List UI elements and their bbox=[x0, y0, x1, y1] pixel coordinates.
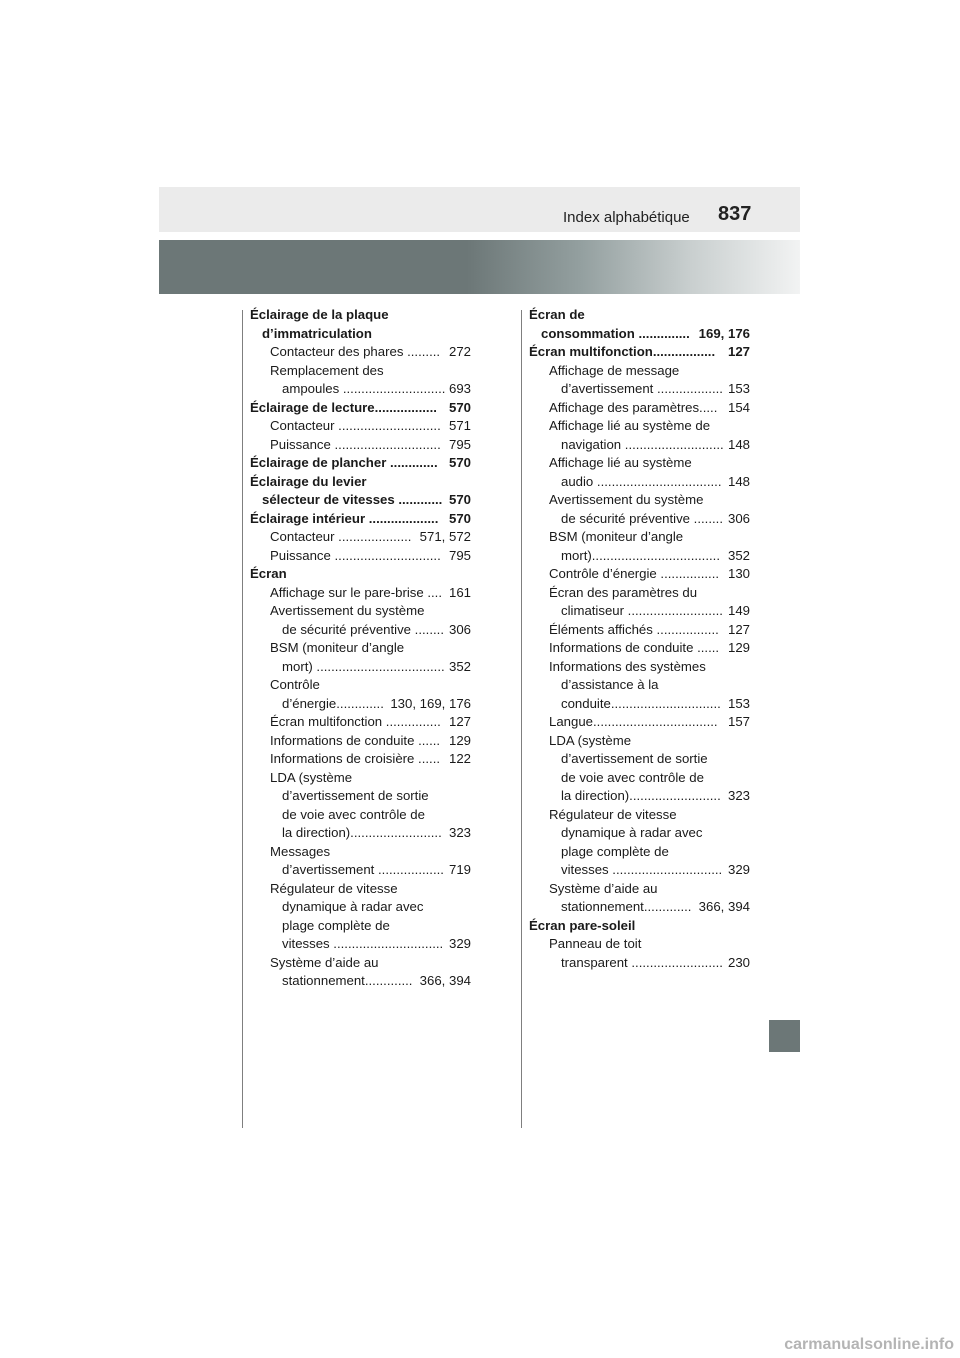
index-entry bbox=[250, 639, 471, 676]
entry-text: Éclairage de la plaque bbox=[250, 307, 389, 322]
page-reference: 323 bbox=[446, 824, 471, 843]
entry-text: Informations de croisière ...... bbox=[270, 751, 441, 766]
index-entry bbox=[250, 584, 471, 603]
index-entry bbox=[250, 436, 471, 455]
entry-text: Remplacement des bbox=[270, 362, 384, 378]
entry-text: LDA (système bbox=[549, 732, 632, 748]
page-reference: 129 bbox=[446, 732, 471, 751]
page-reference: 570 bbox=[446, 454, 471, 473]
page-reference: 127 bbox=[725, 621, 750, 640]
index-entry bbox=[529, 362, 750, 399]
entry-text: Éclairage de lecture................. bbox=[250, 399, 437, 415]
entry-text: Contacteur .................... bbox=[270, 529, 412, 544]
page-reference: 127 bbox=[725, 343, 750, 362]
entry-text: ampoules ............................ bbox=[282, 381, 446, 396]
entry-text: Messages bbox=[270, 843, 331, 859]
entry-text: conduite.............................. bbox=[561, 695, 721, 711]
page-reference: 366, 394 bbox=[417, 972, 471, 991]
page-reference: 130 bbox=[725, 565, 750, 584]
entry-text: d’avertissement de sortie bbox=[561, 751, 708, 766]
entry-text: de sécurité préventive ........ bbox=[561, 510, 723, 526]
entry-text: Avertissement du système bbox=[549, 492, 704, 507]
entry-text: Écran pare-soleil bbox=[529, 917, 636, 933]
index-entry bbox=[250, 880, 471, 954]
index-column-right bbox=[529, 306, 750, 972]
chapter-tab bbox=[769, 1020, 800, 1052]
entry-text: de voie avec contrôle de bbox=[282, 806, 425, 822]
entry-text: Affichage de message bbox=[549, 362, 680, 378]
entry-text: Régulateur de vitesse bbox=[549, 806, 677, 822]
index-entry bbox=[529, 584, 750, 621]
index-entry bbox=[250, 306, 471, 343]
entry-text: stationnement............. bbox=[561, 899, 692, 914]
index-entry bbox=[529, 399, 750, 418]
page-reference: 129 bbox=[725, 639, 750, 658]
entry-text: Système d’aide au bbox=[549, 880, 658, 896]
page-reference: 323 bbox=[725, 787, 750, 806]
page-reference: 149 bbox=[725, 602, 750, 621]
index-entry bbox=[250, 954, 471, 991]
page-reference: 693 bbox=[446, 380, 471, 399]
entry-text: Puissance ............................. bbox=[270, 547, 441, 563]
section-title: Index alphabétique bbox=[563, 209, 690, 226]
index-entry bbox=[529, 639, 750, 658]
index-entry bbox=[250, 417, 471, 436]
page-reference: 719 bbox=[446, 861, 471, 880]
page-reference: 122 bbox=[446, 750, 471, 769]
entry-text: plage complète de bbox=[282, 917, 390, 933]
entry-text: LDA (système bbox=[270, 769, 353, 785]
entry-text: Éclairage du levier bbox=[250, 473, 367, 489]
entry-text: d’assistance à la bbox=[561, 677, 659, 692]
index-entry bbox=[250, 362, 471, 399]
entry-text: audio .................................. bbox=[561, 473, 722, 489]
entry-text: Informations de conduite ...... bbox=[270, 732, 441, 748]
entry-text: Écran des paramètres du bbox=[549, 584, 698, 600]
page-reference: 306 bbox=[446, 621, 471, 640]
index-entry bbox=[250, 454, 471, 473]
entry-text: BSM (moniteur d’angle bbox=[270, 640, 405, 655]
index-entry bbox=[529, 565, 750, 584]
entry-text: de sécurité préventive ........ bbox=[282, 621, 444, 637]
index-entry bbox=[250, 843, 471, 880]
page-reference: 230 bbox=[725, 954, 750, 973]
index-entry bbox=[529, 343, 750, 362]
entry-text: transparent ......................... bbox=[561, 954, 723, 970]
index-entry bbox=[250, 399, 471, 418]
entry-text: vitesses .............................. bbox=[561, 862, 723, 877]
index-entry bbox=[250, 473, 471, 510]
index-entry bbox=[529, 917, 750, 936]
entry-text: navigation ........................... bbox=[561, 436, 724, 452]
index-entry bbox=[250, 343, 471, 362]
page-reference: 157 bbox=[725, 713, 750, 732]
page-reference: 571 bbox=[446, 417, 471, 436]
page-reference: 306 bbox=[725, 510, 750, 529]
entry-text: Régulateur de vitesse bbox=[270, 880, 398, 896]
index-entry bbox=[250, 510, 471, 529]
entry-text: Contacteur ............................ bbox=[270, 418, 441, 433]
page-reference: 154 bbox=[725, 399, 750, 418]
entry-text: Informations des systèmes bbox=[549, 658, 706, 674]
watermark: carmanualsonline.info bbox=[784, 1336, 954, 1353]
index-entry bbox=[529, 806, 750, 880]
page-number: 837 bbox=[718, 203, 752, 225]
entry-text: Contrôle bbox=[270, 677, 320, 692]
entry-text: stationnement............. bbox=[282, 973, 413, 988]
entry-text: Écran multifonction ............... bbox=[270, 714, 441, 729]
page-reference: 570 bbox=[446, 491, 471, 510]
entry-text: consommation .............. bbox=[541, 325, 690, 341]
index-entry bbox=[529, 454, 750, 491]
page-reference: 127 bbox=[446, 713, 471, 732]
entry-text: Éclairage intérieur ................... bbox=[250, 510, 439, 526]
page-reference: 148 bbox=[725, 473, 750, 492]
index-entry bbox=[529, 880, 750, 917]
entry-text: Affichage des paramètres..... bbox=[549, 399, 718, 415]
entry-text: Écran de bbox=[529, 307, 585, 322]
index-column-left bbox=[250, 306, 471, 991]
entry-text: d’avertissement .................. bbox=[282, 862, 444, 877]
index-entry bbox=[250, 732, 471, 751]
entry-text: vitesses .............................. bbox=[282, 936, 444, 951]
index-entry bbox=[529, 732, 750, 806]
page-reference: 571, 572 bbox=[417, 528, 471, 547]
page-reference: 795 bbox=[446, 436, 471, 455]
entry-text: mort) ................................... bbox=[282, 658, 445, 674]
index-entry bbox=[250, 565, 471, 584]
entry-text: mort)................................... bbox=[561, 547, 721, 563]
page-reference: 352 bbox=[725, 547, 750, 566]
entry-text: Contacteur des phares ......... bbox=[270, 344, 441, 359]
entry-text: Affichage lié au système de bbox=[549, 418, 711, 433]
index-entry bbox=[529, 621, 750, 640]
entry-text: plage complète de bbox=[561, 843, 669, 859]
page-reference: 272 bbox=[446, 343, 471, 362]
entry-text: Langue.................................. bbox=[549, 714, 718, 729]
page-reference: 153 bbox=[725, 380, 750, 399]
entry-text: Panneau de toit bbox=[549, 936, 642, 951]
entry-text: climatiseur .......................... bbox=[561, 603, 723, 618]
index-entry bbox=[529, 417, 750, 454]
index-entry bbox=[250, 750, 471, 769]
index-entry bbox=[250, 713, 471, 732]
index-entry bbox=[529, 491, 750, 528]
entry-text: Informations de conduite ...... bbox=[549, 640, 720, 655]
entry-text: Affichage sur le pare-brise .... bbox=[270, 584, 443, 600]
index-entry bbox=[250, 528, 471, 547]
entry-text: d’immatriculation bbox=[262, 325, 372, 341]
entry-text: Avertissement du système bbox=[270, 603, 425, 618]
entry-text: Puissance ............................. bbox=[270, 436, 441, 452]
entry-text: dynamique à radar avec bbox=[282, 899, 424, 914]
entry-text: Écran multifonction................. bbox=[529, 344, 716, 359]
entry-text: Écran bbox=[250, 566, 287, 581]
entry-text: dynamique à radar avec bbox=[561, 825, 703, 840]
entry-text: sélecteur de vitesses ............ bbox=[262, 492, 443, 507]
index-entry bbox=[250, 769, 471, 843]
entry-text: de voie avec contrôle de bbox=[561, 769, 704, 785]
entry-text: Affichage lié au système bbox=[549, 455, 692, 470]
index-entry bbox=[250, 547, 471, 566]
right-column-rule bbox=[521, 310, 522, 1128]
page-reference: 148 bbox=[725, 436, 750, 455]
entry-text: d’énergie............. bbox=[282, 695, 384, 711]
entry-text: la direction)......................... bbox=[561, 788, 721, 803]
page-reference: 366, 394 bbox=[696, 898, 750, 917]
page-reference: 161 bbox=[446, 584, 471, 603]
entry-text: Éclairage de plancher ............. bbox=[250, 455, 438, 470]
index-entry bbox=[250, 676, 471, 713]
left-column-rule bbox=[242, 310, 243, 1128]
index-entry bbox=[529, 713, 750, 732]
page-reference: 169, 176 bbox=[696, 325, 750, 344]
page-reference: 329 bbox=[725, 861, 750, 880]
index-entry bbox=[250, 602, 471, 639]
entry-text: Éléments affichés ................. bbox=[549, 621, 719, 637]
entry-text: d’avertissement de sortie bbox=[282, 788, 429, 803]
page-reference: 352 bbox=[446, 658, 471, 677]
entry-text: BSM (moniteur d’angle bbox=[549, 529, 684, 544]
index-entry bbox=[529, 528, 750, 565]
page-reference: 570 bbox=[446, 510, 471, 529]
page-reference: 795 bbox=[446, 547, 471, 566]
index-entry bbox=[529, 935, 750, 972]
entry-text: la direction)......................... bbox=[282, 825, 442, 840]
page-reference: 130, 169, 176 bbox=[387, 695, 471, 714]
index-entry bbox=[529, 306, 750, 343]
entry-text: Système d’aide au bbox=[270, 954, 379, 970]
page-reference: 570 bbox=[446, 399, 471, 418]
page-reference: 329 bbox=[446, 935, 471, 954]
page-reference: 153 bbox=[725, 695, 750, 714]
entry-text: Contrôle d’énergie ................ bbox=[549, 566, 720, 581]
entry-text: d’avertissement .................. bbox=[561, 381, 723, 396]
decorative-band bbox=[159, 240, 800, 294]
index-entry bbox=[529, 658, 750, 714]
header-bar bbox=[159, 187, 800, 232]
